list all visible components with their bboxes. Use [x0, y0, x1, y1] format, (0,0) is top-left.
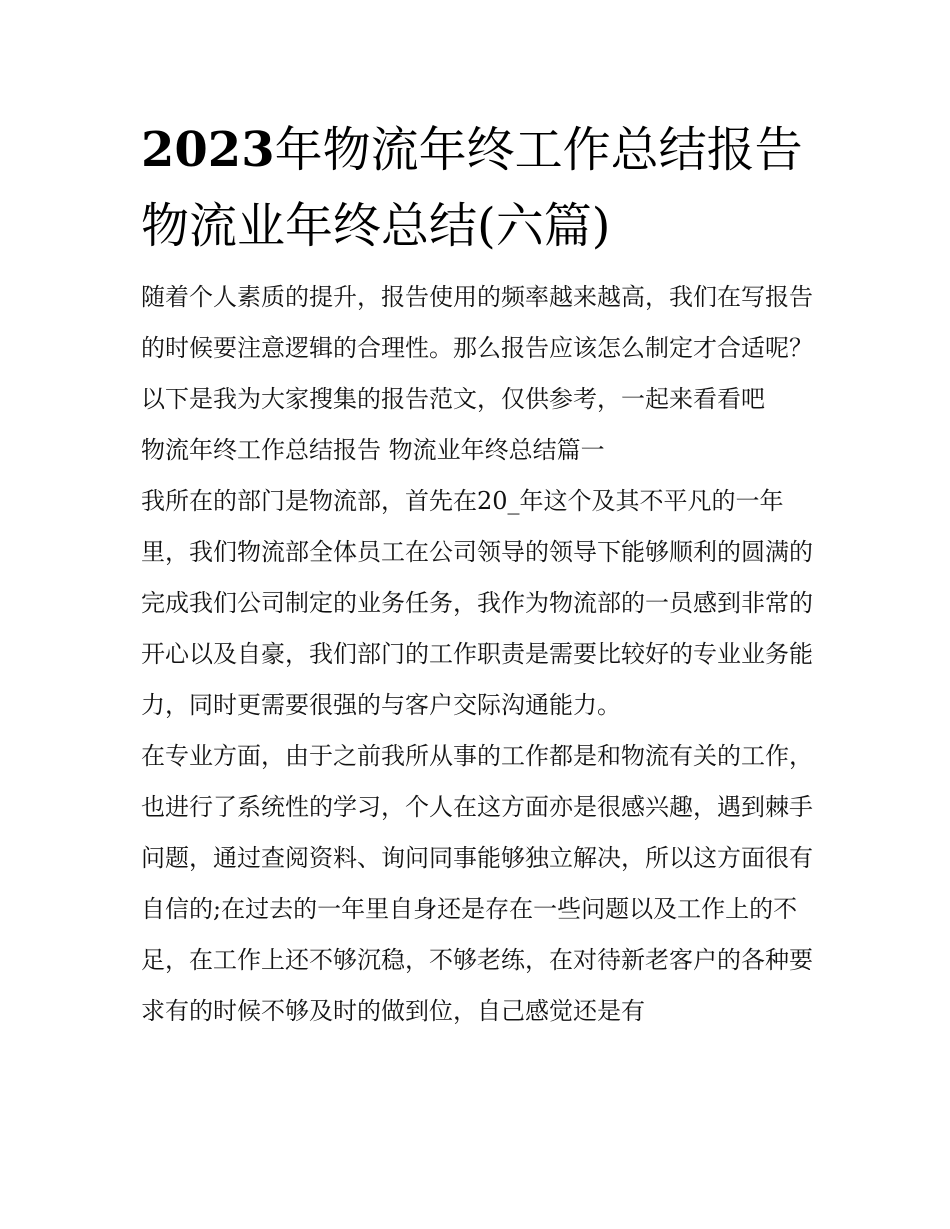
document-title	[141, 112, 813, 264]
document-content	[141, 112, 813, 1037]
body-paragraph-1: 我所在的部门是物流部，首先在20_年这个及其不平凡的一年里，我们物流部全体员工在公司领导的领导下能够顺利的圆满的完成我们公司制定的业务任务，我作为物流部的一员感到非常的开心以及自豪，我们部门的工作职责是需要比较好的专业业务能力，同时更需要很强的与客户交际沟通能力。	[141, 487, 813, 719]
document-body	[141, 272, 813, 1037]
body-paragraph-2: 在专业方面，由于之前我所从事的工作都是和物流有关的工作，也进行了系统性的学习，个人在这方面亦是很感兴趣，遇到棘手问题，通过查阅资料、询问同事能够独立解决，所以这方面很有自信的;在过去的一年里自身还是存在一些问题以及工作上的不足，在工作上还不够沉稳，不够老练，在对待新老客户的各种要求有的时候不够及时的做到位，自己感觉还是有	[141, 742, 813, 1025]
section-heading: 物流年终工作总结报告 物流业年终总结篇一	[141, 436, 605, 464]
title-text: 年物流年终工作总结报告物流业年终总结(六篇)	[141, 122, 803, 254]
intro-paragraph: 随着个人素质的提升，报告使用的频率越来越高，我们在写报告的时候要注意逻辑的合理性。那么报告应该怎么制定才合适呢？以下是我为大家搜集的报告范文，仅供参考，一起来看看吧	[141, 283, 813, 413]
title-year: 2023	[141, 122, 275, 178]
